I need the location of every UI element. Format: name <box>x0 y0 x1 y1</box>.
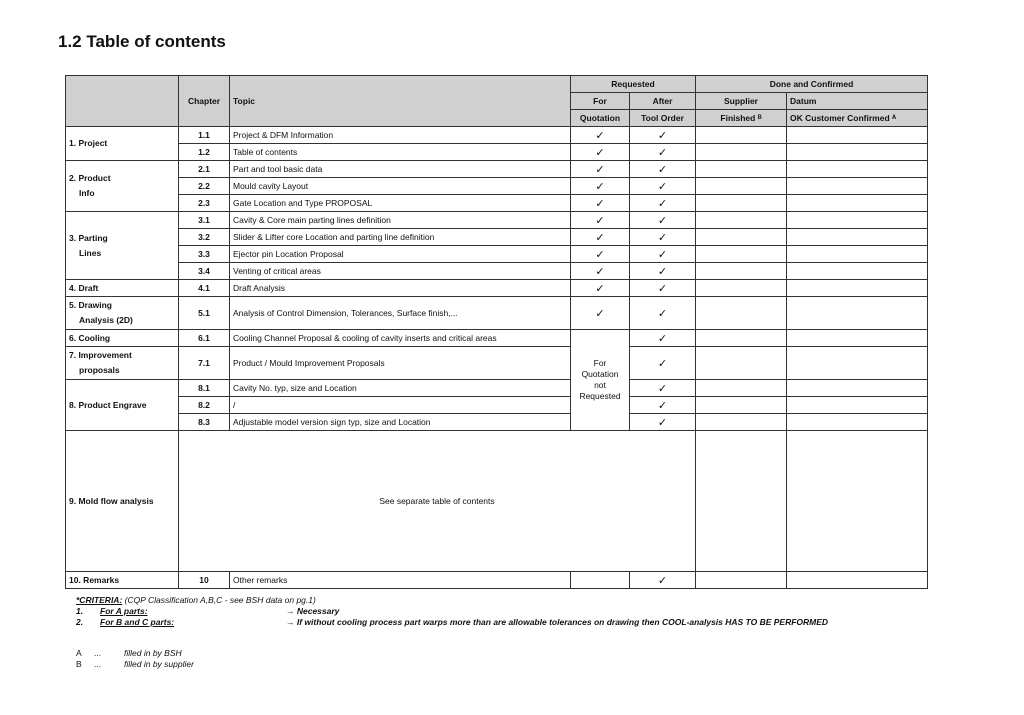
header-requested: Requested <box>571 76 696 93</box>
section-label: 2. Product <box>69 173 111 183</box>
chapter-cell: 10 <box>179 572 230 589</box>
supplier-cell[interactable] <box>696 246 787 263</box>
datum-cell[interactable] <box>787 178 928 195</box>
legend-dots: ... <box>94 659 102 669</box>
checkmark-icon: ✓ <box>630 414 696 431</box>
datum-cell[interactable] <box>787 414 928 431</box>
table-row <box>66 161 928 178</box>
datum-cell[interactable] <box>787 161 928 178</box>
table-row <box>66 297 928 330</box>
checkmark-icon: ✓ <box>571 144 630 161</box>
section-project: 1. Project <box>66 127 179 161</box>
legend-text: filled in by BSH <box>124 648 182 658</box>
legend-item <box>76 659 194 670</box>
chapter-cell: 2.2 <box>179 178 230 195</box>
table-row <box>66 414 928 431</box>
topic-cell: Gate Location and Type PROPOSAL <box>230 195 571 212</box>
checkmark-icon: ✓ <box>630 297 696 330</box>
criteria-num: 2. <box>76 617 84 627</box>
topic-cell: Product / Mould Improvement Proposals <box>230 347 571 380</box>
section-mold-flow: 9. Mold flow analysis <box>66 431 179 572</box>
criteria-text: (CQP Classification A,B,C - see BSH data on pg.1) <box>122 595 316 605</box>
topic-cell: Venting of critical areas <box>230 263 571 280</box>
checkmark-icon: ✓ <box>571 161 630 178</box>
section-label: 5. Drawing <box>69 300 112 310</box>
supplier-cell[interactable] <box>696 380 787 397</box>
topic-cell: Slider & Lifter core Location and parting line definition <box>230 229 571 246</box>
checkmark-icon: ✓ <box>630 195 696 212</box>
section-drawing-analysis <box>66 297 179 330</box>
checkmark-icon: ✓ <box>571 280 630 297</box>
datum-cell[interactable] <box>787 297 928 330</box>
checkmark-icon: ✓ <box>630 347 696 380</box>
supplier-cell[interactable] <box>696 195 787 212</box>
supplier-cell[interactable] <box>696 127 787 144</box>
checkmark-icon: ✓ <box>571 246 630 263</box>
section-label: Info <box>79 188 95 198</box>
datum-cell[interactable] <box>787 212 928 229</box>
supplier-cell[interactable] <box>696 431 787 572</box>
header-topic: Topic <box>230 76 571 127</box>
table-row <box>66 212 928 229</box>
legend-dots: ... <box>94 648 102 658</box>
criteria-item-text: → Necessary <box>286 606 340 616</box>
topic-cell: Project & DFM Information <box>230 127 571 144</box>
supplier-cell[interactable] <box>696 161 787 178</box>
checkmark-icon: ✓ <box>630 229 696 246</box>
section-draft: 4. Draft <box>66 280 179 297</box>
chapter-cell: 5.1 <box>179 297 230 330</box>
checkmark-icon: ✓ <box>571 195 630 212</box>
criteria-item-label: For A parts: <box>100 606 148 616</box>
supplier-cell[interactable] <box>696 572 787 589</box>
checkmark-icon: ✓ <box>630 178 696 195</box>
supplier-cell[interactable] <box>696 212 787 229</box>
table-row <box>66 127 928 144</box>
datum-cell[interactable] <box>787 263 928 280</box>
checkmark-icon: ✓ <box>630 330 696 347</box>
header-chapter: Chapter <box>179 76 230 127</box>
note-line: Quotation <box>581 369 619 379</box>
chapter-cell: 2.3 <box>179 195 230 212</box>
checkmark-icon: ✓ <box>571 263 630 280</box>
checkmark-icon: ✓ <box>630 246 696 263</box>
chapter-cell: 1.1 <box>179 127 230 144</box>
criteria-label: *CRITERIA: <box>76 595 123 605</box>
criteria-item-text: → If without cooling process part warps more than are allowable tolerances on drawing then COOL-analysis HAS TO BE PERFORMED <box>286 617 829 627</box>
criteria-item-label: For B and C parts: <box>100 617 175 627</box>
legend-text: filled in by supplier <box>124 659 194 669</box>
datum-cell[interactable] <box>787 280 928 297</box>
topic-cell: Draft Analysis <box>230 280 571 297</box>
table-row <box>66 572 928 589</box>
supplier-cell[interactable] <box>696 330 787 347</box>
topic-cell: Adjustable model version sign typ, size and Location <box>230 414 571 431</box>
page-title: 1.2 Table of contents <box>58 32 226 51</box>
topic-cell: Analysis of Control Dimension, Tolerances, Surface finish,... <box>230 297 571 330</box>
legend-key: B <box>76 659 82 669</box>
header-finished: Finished ᴮ <box>696 110 787 127</box>
supplier-cell[interactable] <box>696 280 787 297</box>
section-remarks: 10. Remarks <box>66 572 179 589</box>
chapter-cell: 3.3 <box>179 246 230 263</box>
chapter-cell: 7.1 <box>179 347 230 380</box>
section-improvement-proposals <box>66 347 179 380</box>
supplier-cell[interactable] <box>696 229 787 246</box>
section-product-engrave: 8. Product Engrave <box>66 380 179 431</box>
table-row <box>66 330 928 347</box>
header-done-confirmed: Done and Confirmed <box>696 76 928 93</box>
topic-cell: Table of contents <box>230 144 571 161</box>
supplier-cell[interactable] <box>696 297 787 330</box>
quotation-cell <box>571 572 630 589</box>
datum-cell[interactable] <box>787 229 928 246</box>
table-row <box>66 246 928 263</box>
topic-cell: Mould cavity Layout <box>230 178 571 195</box>
table-row <box>66 280 928 297</box>
checkmark-icon: ✓ <box>630 572 696 589</box>
section-cooling: 6. Cooling <box>66 330 179 347</box>
note-line: not <box>594 380 606 390</box>
chapter-cell: 3.2 <box>179 229 230 246</box>
checkmark-icon: ✓ <box>630 397 696 414</box>
table-row <box>66 263 928 280</box>
table-row <box>66 229 928 246</box>
legend-item <box>76 648 194 659</box>
criteria-heading <box>76 595 828 606</box>
checkmark-icon: ✓ <box>571 127 630 144</box>
section-label: proposals <box>79 365 120 375</box>
chapter-cell: 8.3 <box>179 414 230 431</box>
topic-cell: / <box>230 397 571 414</box>
checkmark-icon: ✓ <box>571 178 630 195</box>
datum-cell[interactable] <box>787 144 928 161</box>
topic-cell: Ejector pin Location Proposal <box>230 246 571 263</box>
table-row <box>66 380 928 397</box>
header-ok-customer: OK Customer Confirmed ᴬ <box>787 110 928 127</box>
checkmark-icon: ✓ <box>571 212 630 229</box>
chapter-cell: 1.2 <box>179 144 230 161</box>
topic-cell: Part and tool basic data <box>230 161 571 178</box>
checkmark-icon: ✓ <box>630 280 696 297</box>
supplier-cell[interactable] <box>696 397 787 414</box>
table-row <box>66 195 928 212</box>
chapter-cell: 6.1 <box>179 330 230 347</box>
chapter-cell: 4.1 <box>179 280 230 297</box>
header-blank <box>66 76 179 127</box>
header-datum: Datum <box>787 93 928 110</box>
topic-cell: Cavity No. typ, size and Location <box>230 380 571 397</box>
supplier-cell[interactable] <box>696 347 787 380</box>
chapter-cell: 3.4 <box>179 263 230 280</box>
section-label: 3. Parting <box>69 232 108 243</box>
criteria-notes <box>76 595 828 628</box>
section-parting-lines <box>66 212 179 280</box>
note-line: For <box>593 358 607 368</box>
not-requested-note <box>571 330 630 431</box>
chapter-cell: 3.1 <box>179 212 230 229</box>
note-line: Requested <box>579 391 621 401</box>
section-product-info <box>66 161 179 212</box>
datum-cell[interactable] <box>787 246 928 263</box>
section-label: Analysis (2D) <box>79 315 133 325</box>
table-row <box>66 397 928 414</box>
checkmark-icon: ✓ <box>630 161 696 178</box>
topic-cell: Cooling Channel Proposal & cooling of cavity inserts and critical areas <box>230 330 571 347</box>
datum-cell[interactable] <box>787 347 928 380</box>
checkmark-icon: ✓ <box>630 212 696 229</box>
toc-table <box>65 75 928 589</box>
checkmark-icon: ✓ <box>630 127 696 144</box>
topic-cell: Cavity & Core main parting lines definition <box>230 212 571 229</box>
supplier-cell[interactable] <box>696 144 787 161</box>
header-for: For <box>571 93 630 110</box>
moldflow-note: See separate table of contents <box>179 431 696 572</box>
datum-cell[interactable] <box>787 330 928 347</box>
criteria-item <box>76 617 828 628</box>
header-after: After <box>630 93 696 110</box>
table-row <box>66 431 928 572</box>
checkmark-icon: ✓ <box>571 297 630 330</box>
criteria-num: 1. <box>76 606 84 616</box>
datum-cell[interactable] <box>787 127 928 144</box>
chapter-cell: 2.1 <box>179 161 230 178</box>
datum-cell[interactable] <box>787 572 928 589</box>
section-label: Lines <box>79 247 102 258</box>
table-row <box>66 347 928 380</box>
header-row <box>66 76 928 93</box>
legend-key: A <box>76 648 82 658</box>
checkmark-icon: ✓ <box>630 380 696 397</box>
checkmark-icon: ✓ <box>630 144 696 161</box>
table-row <box>66 178 928 195</box>
header-tool-order: Tool Order <box>630 110 696 127</box>
section-label: 7. Improvement <box>69 350 132 360</box>
datum-cell[interactable] <box>787 397 928 414</box>
supplier-cell[interactable] <box>696 263 787 280</box>
legend <box>76 648 194 670</box>
criteria-item <box>76 606 828 617</box>
checkmark-icon: ✓ <box>571 229 630 246</box>
header-quotation: Quotation <box>571 110 630 127</box>
chapter-cell: 8.2 <box>179 397 230 414</box>
table-row <box>66 144 928 161</box>
supplier-cell[interactable] <box>696 414 787 431</box>
checkmark-icon: ✓ <box>630 263 696 280</box>
datum-cell[interactable] <box>787 380 928 397</box>
datum-cell[interactable] <box>787 195 928 212</box>
topic-cell: Other remarks <box>230 572 571 589</box>
datum-cell[interactable] <box>787 431 928 572</box>
chapter-cell: 8.1 <box>179 380 230 397</box>
header-supplier: Supplier <box>696 93 787 110</box>
supplier-cell[interactable] <box>696 178 787 195</box>
